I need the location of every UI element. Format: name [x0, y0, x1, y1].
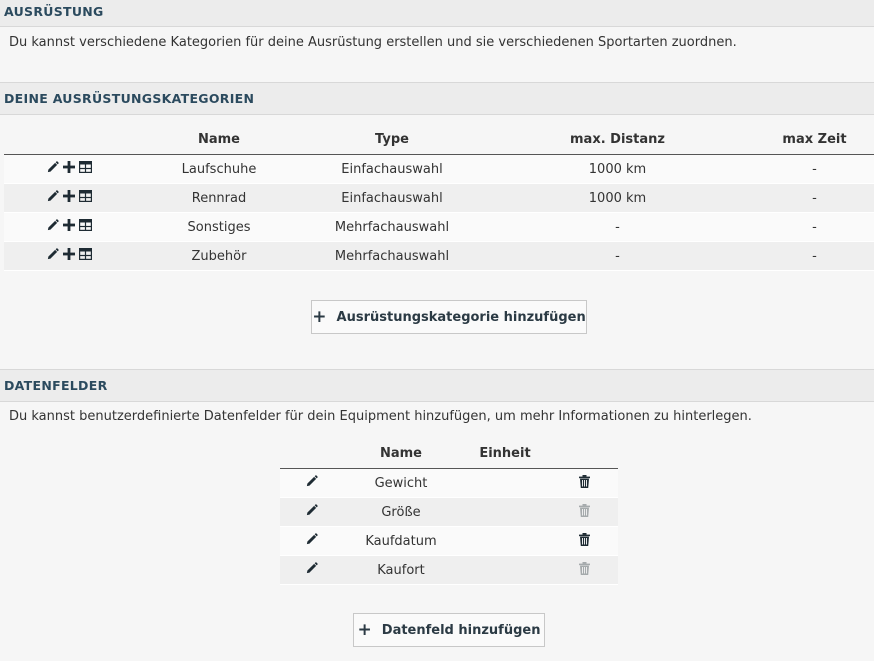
category-row	[4, 242, 874, 271]
datafield-unit	[460, 469, 550, 498]
category-max-distance: 1000 km	[480, 155, 755, 184]
datafields-section-header: DATENFELDER	[0, 369, 874, 402]
category-type: Mehrfachauswahl	[304, 213, 480, 242]
category-name: Rennrad	[134, 184, 304, 213]
category-name: Laufschuhe	[134, 155, 304, 184]
datafield-unit	[460, 527, 550, 556]
plus-icon[interactable]	[63, 248, 75, 264]
datafield-edit	[280, 498, 342, 527]
category-max-time: -	[755, 242, 874, 271]
datafield-delete	[550, 469, 618, 498]
datafield-row	[280, 469, 618, 498]
category-row	[4, 213, 874, 242]
category-row	[4, 155, 874, 184]
table-icon[interactable]	[79, 248, 92, 264]
categories-section-header: DEINE AUSRÜSTUNGSKATEGORIEN	[0, 82, 874, 115]
equipment-description: Du kannst verschiedene Kategorien für deine Ausrüstung erstellen und sie verschiedenen Sportarten zuordnen.	[9, 35, 737, 50]
datafield-edit	[280, 469, 342, 498]
category-max-distance: -	[480, 213, 755, 242]
category-name: Zubehör	[134, 242, 304, 271]
datafield-delete	[550, 527, 618, 556]
plus-icon: +	[357, 619, 372, 640]
datafields-description: Du kannst benutzerdefinierte Datenfelder für dein Equipment hinzufügen, um mehr Informationen zu hinterlegen.	[9, 409, 752, 424]
pencil-icon[interactable]	[46, 219, 59, 236]
datafield-name: Gewicht	[342, 469, 460, 498]
category-max-time: -	[755, 213, 874, 242]
datafield-delete	[550, 556, 618, 585]
datafield-delete	[550, 498, 618, 527]
pencil-icon[interactable]	[46, 161, 59, 178]
datafield-unit	[460, 556, 550, 585]
column-max-distance[interactable]: max. Distanz	[480, 124, 755, 155]
add-category-label: Ausrüstungskategorie hinzufügen	[336, 309, 586, 325]
pencil-icon[interactable]	[305, 504, 318, 521]
table-icon[interactable]	[79, 161, 92, 177]
column-max-time[interactable]: max Zeit	[755, 124, 874, 155]
datafield-row	[280, 527, 618, 556]
category-actions	[4, 155, 134, 184]
datafield-unit	[460, 498, 550, 527]
plus-icon[interactable]	[63, 219, 75, 235]
datafield-edit	[280, 556, 342, 585]
categories-table	[4, 124, 874, 271]
equipment-section-header: AUSRÜSTUNG	[0, 0, 874, 27]
category-actions	[4, 242, 134, 271]
plus-icon[interactable]	[63, 161, 75, 177]
add-datafield-button[interactable]	[353, 613, 545, 647]
category-name: Sonstiges	[134, 213, 304, 242]
category-max-time: -	[755, 184, 874, 213]
datafield-name: Kaufort	[342, 556, 460, 585]
plus-icon: +	[312, 306, 327, 327]
pencil-icon[interactable]	[305, 562, 318, 579]
datafield-edit	[280, 527, 342, 556]
category-actions	[4, 184, 134, 213]
column-actions	[4, 124, 134, 155]
field-column-delete	[550, 438, 618, 469]
pencil-icon[interactable]	[46, 190, 59, 207]
category-row	[4, 184, 874, 213]
datafield-name: Kaufdatum	[342, 527, 460, 556]
category-max-time: -	[755, 155, 874, 184]
plus-icon[interactable]	[63, 190, 75, 206]
column-name[interactable]: Name	[134, 124, 304, 155]
datafield-row	[280, 556, 618, 585]
datafield-row	[280, 498, 618, 527]
trash-icon[interactable]	[579, 475, 590, 492]
categories-table-header	[4, 124, 874, 155]
trash-icon[interactable]	[579, 533, 590, 550]
field-column-actions	[280, 438, 342, 469]
field-column-name: Name	[342, 438, 460, 469]
datafield-name: Größe	[342, 498, 460, 527]
category-type: Einfachauswahl	[304, 184, 480, 213]
add-category-button[interactable]	[311, 300, 587, 334]
category-type: Mehrfachauswahl	[304, 242, 480, 271]
pencil-icon[interactable]	[46, 248, 59, 265]
trash-icon	[579, 504, 590, 521]
pencil-icon[interactable]	[305, 475, 318, 492]
trash-icon	[579, 562, 590, 579]
category-max-distance: -	[480, 242, 755, 271]
table-icon[interactable]	[79, 190, 92, 206]
datafields-table	[280, 438, 618, 585]
column-type[interactable]: Type	[304, 124, 480, 155]
table-icon[interactable]	[79, 219, 92, 235]
category-type: Einfachauswahl	[304, 155, 480, 184]
add-datafield-label: Datenfeld hinzufügen	[381, 622, 541, 638]
category-actions	[4, 213, 134, 242]
field-column-unit: Einheit	[460, 438, 550, 469]
datafields-table-header	[280, 438, 618, 469]
category-max-distance: 1000 km	[480, 184, 755, 213]
pencil-icon[interactable]	[305, 533, 318, 550]
